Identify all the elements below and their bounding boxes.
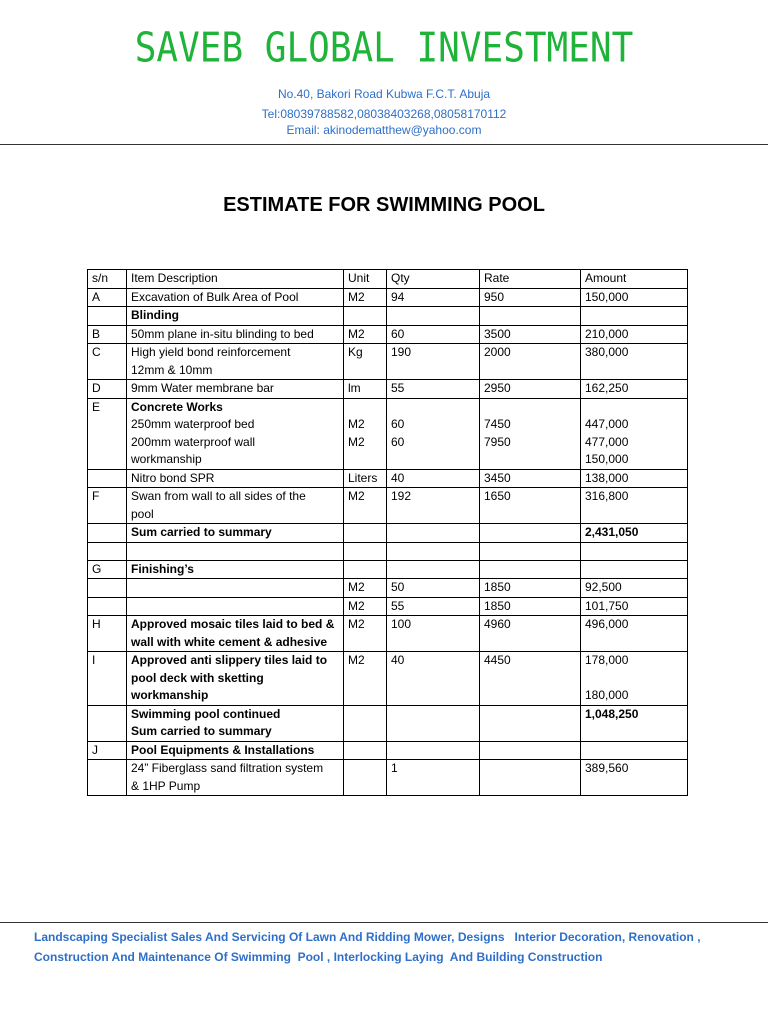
- cell-line: M2: [348, 617, 365, 631]
- cell-line: 3450: [484, 470, 511, 485]
- cell-line: 162,250: [585, 381, 629, 395]
- unit-cell: [344, 344, 387, 380]
- cell-line: lm: [348, 381, 361, 395]
- sn-cell: [88, 307, 127, 326]
- description-cell: [127, 325, 344, 344]
- rate-cell: [480, 652, 581, 706]
- cell-line: 55: [391, 381, 405, 395]
- sn-cell: [88, 597, 127, 616]
- unit-cell: [344, 307, 387, 326]
- sn-cell: E: [88, 398, 127, 469]
- cell-line: M2: [348, 326, 365, 341]
- qty-cell: [387, 579, 480, 598]
- sn-cell: [88, 760, 127, 796]
- cell-line: 60: [391, 326, 405, 341]
- cell-line: Finishing’s: [131, 561, 194, 576]
- rate-cell: [480, 288, 581, 307]
- cell-line: 192: [391, 489, 412, 503]
- cell-line: Sum carried to summary: [131, 724, 272, 738]
- cell-line: 210,000: [585, 326, 629, 341]
- cell-line: 55: [391, 598, 405, 613]
- column-header-desc: Item Description: [127, 270, 344, 289]
- amount-cell: [581, 579, 688, 598]
- qty-cell: [387, 325, 480, 344]
- cell-line: [484, 399, 576, 417]
- amount-cell: [581, 741, 688, 760]
- cell-line: 1,048,250: [585, 706, 639, 721]
- header-divider: [0, 144, 768, 145]
- table-row: [88, 398, 688, 469]
- amount-cell: [581, 616, 688, 652]
- unit-cell: [344, 542, 387, 560]
- rate-cell: [480, 325, 581, 344]
- cell-line: Sum carried to summary: [131, 525, 272, 539]
- cell-line: M2: [348, 580, 365, 594]
- rate-cell: [480, 542, 581, 560]
- amount-cell: [581, 325, 688, 344]
- amount-cell: [581, 380, 688, 399]
- cell-line: 3500: [484, 326, 511, 341]
- cell-line: 180,000: [585, 688, 629, 702]
- rate-cell: [480, 488, 581, 524]
- cell-line: 92,500: [585, 580, 622, 594]
- qty-cell: [387, 398, 480, 469]
- cell-line: 100: [391, 617, 412, 631]
- cell-line: M2: [348, 417, 365, 431]
- description-cell: [127, 652, 344, 706]
- cell-line: [585, 670, 683, 688]
- table-row: [88, 705, 688, 741]
- column-header-unit: Unit: [344, 270, 387, 289]
- unit-cell: [344, 741, 387, 760]
- cell-line: 200mm waterproof wall: [131, 434, 256, 449]
- table-header-row: [88, 270, 688, 289]
- cell-line: Blinding: [131, 308, 179, 322]
- qty-cell: [387, 560, 480, 579]
- qty-cell: [387, 344, 480, 380]
- description-cell: [127, 288, 344, 307]
- table-row: [88, 307, 688, 326]
- table-row: [88, 616, 688, 652]
- table-row: [88, 652, 688, 706]
- cell-line: Approved anti slippery tiles laid to: [131, 653, 328, 667]
- table-row: [88, 488, 688, 524]
- cell-line: [484, 451, 576, 469]
- unit-cell: [344, 488, 387, 524]
- description-cell: [127, 307, 344, 326]
- cell-line: 7450: [484, 417, 511, 431]
- unit-cell: [344, 579, 387, 598]
- qty-cell: [387, 380, 480, 399]
- sn-cell: [88, 524, 127, 543]
- cell-line: 24” Fiberglass sand filtration system: [131, 761, 324, 775]
- unit-cell: [344, 705, 387, 741]
- cell-line: M2: [348, 434, 365, 449]
- amount-cell: [581, 398, 688, 469]
- estimate-table: [87, 269, 688, 796]
- footer-line-2: Construction And Maintenance Of Swimming Pool , Interlocking Laying And Building Construction: [34, 950, 603, 964]
- cell-line: workmanship: [131, 688, 209, 702]
- cell-line: 94: [391, 289, 405, 304]
- sn-cell: A: [88, 288, 127, 307]
- rate-cell: [480, 307, 581, 326]
- amount-cell: [581, 542, 688, 560]
- column-header-rate: Rate: [480, 270, 581, 289]
- description-cell: [127, 398, 344, 469]
- cell-line: 496,000: [585, 617, 629, 631]
- cell-line: 40: [391, 653, 405, 667]
- table-row: [88, 741, 688, 760]
- cell-line: Excavation of Bulk Area of Pool: [131, 289, 299, 304]
- description-cell: [127, 524, 344, 543]
- document-title: ESTIMATE FOR SWIMMING POOL: [223, 194, 545, 216]
- cell-line: 4960: [484, 617, 511, 631]
- description-cell: [127, 469, 344, 488]
- cell-line: Kg: [348, 345, 363, 359]
- sn-cell: G: [88, 560, 127, 579]
- cell-line: 447,000: [585, 417, 629, 431]
- description-cell: [127, 760, 344, 796]
- cell-line: 950: [484, 289, 505, 304]
- rate-cell: [480, 741, 581, 760]
- cell-line: Nitro bond SPR: [131, 470, 215, 485]
- unit-cell: [344, 398, 387, 469]
- column-header-qty: Qty: [387, 270, 480, 289]
- cell-line: 9mm Water membrane bar: [131, 381, 274, 395]
- cell-line: 2000: [484, 345, 511, 359]
- cell-line: 150,000: [585, 289, 629, 304]
- description-cell: [127, 741, 344, 760]
- cell-line: Swimming pool continued: [131, 706, 281, 721]
- description-cell: [127, 616, 344, 652]
- amount-cell: [581, 560, 688, 579]
- cell-line: 1850: [484, 598, 511, 613]
- cell-line: M2: [348, 598, 365, 613]
- sn-cell: [88, 705, 127, 741]
- table-row: [88, 560, 688, 579]
- qty-cell: [387, 597, 480, 616]
- company-email: Email: akinodematthew@yahoo.com: [286, 123, 482, 137]
- rate-cell: [480, 380, 581, 399]
- qty-cell: [387, 760, 480, 796]
- amount-cell: [581, 597, 688, 616]
- sn-cell: F: [88, 488, 127, 524]
- cell-line: 2950: [484, 381, 511, 395]
- unit-cell: [344, 616, 387, 652]
- table-row: [88, 597, 688, 616]
- cell-line: 50: [391, 580, 405, 594]
- table-row: [88, 344, 688, 380]
- cell-line: 60: [391, 434, 405, 449]
- cell-line: 380,000: [585, 345, 629, 359]
- table-row: [88, 469, 688, 488]
- rate-cell: [480, 469, 581, 488]
- qty-cell: [387, 288, 480, 307]
- amount-cell: [581, 488, 688, 524]
- cell-line: Approved mosaic tiles laid to bed &: [131, 617, 335, 631]
- cell-line: 2,431,050: [585, 525, 639, 539]
- rate-cell: [480, 560, 581, 579]
- rate-cell: [480, 597, 581, 616]
- unit-cell: [344, 380, 387, 399]
- unit-cell: [344, 524, 387, 543]
- qty-cell: [387, 488, 480, 524]
- cell-line: Swan from wall to all sides of the: [131, 489, 306, 503]
- cell-line: [348, 451, 382, 469]
- sn-cell: H: [88, 616, 127, 652]
- cell-line: M2: [348, 489, 365, 503]
- footer-divider: [0, 922, 768, 923]
- qty-cell: [387, 524, 480, 543]
- rate-cell: [480, 616, 581, 652]
- cell-line: [585, 399, 683, 417]
- table-row: [88, 288, 688, 307]
- sn-cell: [88, 542, 127, 560]
- unit-cell: [344, 597, 387, 616]
- qty-cell: [387, 652, 480, 706]
- rate-cell: [480, 344, 581, 380]
- table-row: [88, 760, 688, 796]
- rate-cell: [480, 760, 581, 796]
- rate-cell: [480, 524, 581, 543]
- unit-cell: [344, 288, 387, 307]
- amount-cell: [581, 307, 688, 326]
- description-cell: [127, 344, 344, 380]
- unit-cell: [344, 325, 387, 344]
- sn-cell: C: [88, 344, 127, 380]
- amount-cell: [581, 469, 688, 488]
- sn-cell: J: [88, 741, 127, 760]
- cell-line: 12mm & 10mm: [131, 362, 213, 377]
- cell-line: 250mm waterproof bed: [131, 417, 255, 431]
- amount-cell: [581, 288, 688, 307]
- column-header-amt: Amount: [581, 270, 688, 289]
- cell-line: 4450: [484, 653, 511, 667]
- cell-line: & 1HP Pump: [131, 778, 201, 793]
- unit-cell: [344, 652, 387, 706]
- rate-cell: [480, 579, 581, 598]
- cell-line: 1850: [484, 580, 511, 594]
- qty-cell: [387, 705, 480, 741]
- cell-line: Pool Equipments & Installations: [131, 742, 315, 757]
- table-row: [88, 325, 688, 344]
- amount-cell: [581, 524, 688, 543]
- qty-cell: [387, 616, 480, 652]
- description-cell: [127, 488, 344, 524]
- cell-line: pool deck with sketting: [131, 670, 264, 685]
- description-cell: [127, 542, 344, 560]
- amount-cell: [581, 705, 688, 741]
- description-cell: [127, 579, 344, 598]
- table-row: [88, 579, 688, 598]
- rate-cell: [480, 398, 581, 469]
- cell-line: workmanship: [131, 452, 202, 466]
- column-header-sn: s/n: [88, 270, 127, 289]
- table-row: [88, 542, 688, 560]
- cell-line: M2: [348, 289, 365, 304]
- company-address: No.40, Bakori Road Kubwa F.C.T. Abuja: [277, 87, 491, 101]
- description-cell: [127, 597, 344, 616]
- amount-cell: [581, 344, 688, 380]
- unit-cell: [344, 469, 387, 488]
- cell-line: [391, 399, 475, 417]
- footer-line-1: Landscaping Specialist Sales And Servicing Of Lawn And Ridding Mower, Designs Interior Decoration, Renovation ,: [34, 930, 701, 944]
- cell-line: Concrete Works: [131, 399, 223, 414]
- cell-line: 1: [391, 761, 398, 775]
- cell-line: 40: [391, 470, 405, 485]
- sn-cell: B: [88, 325, 127, 344]
- cell-line: 60: [391, 417, 405, 431]
- description-cell: [127, 560, 344, 579]
- cell-line: [391, 451, 475, 469]
- cell-line: 190: [391, 345, 412, 359]
- rate-cell: [480, 705, 581, 741]
- sn-cell: [88, 469, 127, 488]
- sn-cell: D: [88, 380, 127, 399]
- unit-cell: [344, 560, 387, 579]
- cell-line: 101,750: [585, 598, 629, 613]
- cell-line: 178,000: [585, 653, 629, 667]
- cell-line: 389,560: [585, 761, 629, 775]
- company-name: SAVEB GLOBAL INVESTMENT: [134, 24, 634, 73]
- cell-line: 316,800: [585, 489, 629, 503]
- company-phone: Tel:08039788582,08038403268,08058170112: [261, 107, 507, 121]
- description-cell: [127, 705, 344, 741]
- sn-cell: I: [88, 652, 127, 706]
- table-row: [88, 524, 688, 543]
- cell-line: 477,000: [585, 434, 629, 449]
- unit-cell: [344, 760, 387, 796]
- cell-line: M2: [348, 653, 365, 667]
- qty-cell: [387, 469, 480, 488]
- amount-cell: [581, 760, 688, 796]
- cell-line: 50mm plane in-situ blinding to bed: [131, 326, 314, 341]
- cell-line: 150,000: [585, 452, 629, 466]
- cell-line: [348, 399, 382, 417]
- sn-cell: [88, 579, 127, 598]
- cell-line: 7950: [484, 434, 511, 449]
- qty-cell: [387, 741, 480, 760]
- cell-line: 138,000: [585, 470, 629, 485]
- cell-line: wall with white cement & adhesive: [131, 634, 328, 649]
- cell-line: High yield bond reinforcement: [131, 345, 291, 359]
- cell-line: Liters: [348, 470, 378, 485]
- cell-line: pool: [131, 506, 154, 521]
- qty-cell: [387, 307, 480, 326]
- table-row: [88, 380, 688, 399]
- description-cell: [127, 380, 344, 399]
- qty-cell: [387, 542, 480, 560]
- amount-cell: [581, 652, 688, 706]
- cell-line: 1650: [484, 489, 511, 503]
